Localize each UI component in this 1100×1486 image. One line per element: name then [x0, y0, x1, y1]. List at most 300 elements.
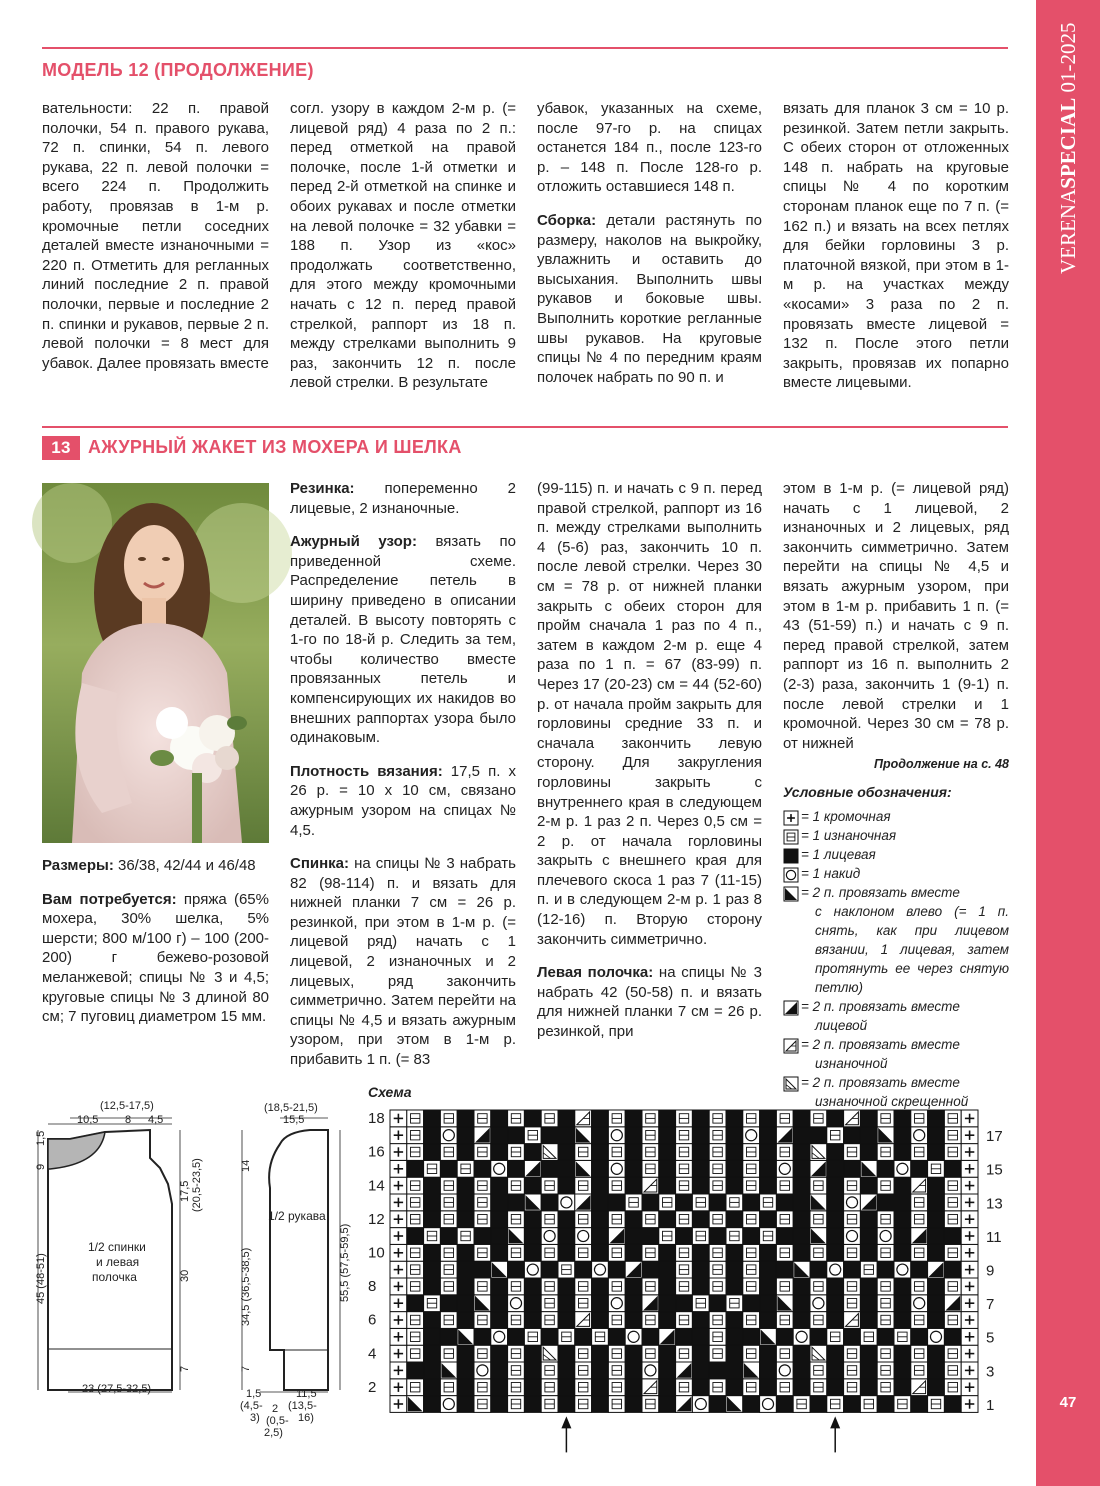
sleeve-left-b: 34,5 (36,5-38,5): [240, 1247, 252, 1326]
chart-cell: [424, 1345, 441, 1362]
chart-cell: [928, 1328, 945, 1345]
chart-cell: [709, 1362, 726, 1379]
chart-cell: [625, 1362, 642, 1379]
chart-cell: [827, 1228, 844, 1245]
chart-cell: [558, 1160, 575, 1177]
chart-row-label-right: 5: [986, 1329, 995, 1347]
chart-cell: [877, 1244, 894, 1261]
chart-cell: [911, 1110, 928, 1127]
chart-cell: [524, 1328, 541, 1345]
chart-cell: [642, 1194, 659, 1211]
chart-cell: [558, 1379, 575, 1396]
minus-cell-icon: [783, 829, 799, 845]
chart-cell: [726, 1244, 743, 1261]
chart-cell: [911, 1261, 928, 1278]
legend-item-description: с наклоном влево (= 1 п. снять, как при лицевом вязании, 1 лицевая, затем протянуть ее через снятую петлю): [815, 903, 1009, 995]
chart-cell: [877, 1345, 894, 1362]
chart-cell: [424, 1110, 441, 1127]
back-right-a: 17,5: [179, 1180, 191, 1202]
chart-cell: [608, 1345, 625, 1362]
chart-cell: [474, 1110, 491, 1127]
chart-cell: [524, 1278, 541, 1295]
chart-cell: [508, 1244, 525, 1261]
chart-cell: [608, 1127, 625, 1144]
chart-cell: [760, 1127, 777, 1144]
chart-cell: [928, 1110, 945, 1127]
chart-cell: [424, 1177, 441, 1194]
chart-cell: [709, 1127, 726, 1144]
chart-cell: [659, 1278, 676, 1295]
chart-cell: [474, 1345, 491, 1362]
chart-cell: [760, 1328, 777, 1345]
chart-cell: [726, 1194, 743, 1211]
cont-column-2: [290, 99, 516, 393]
chart-cell: [827, 1211, 844, 1228]
chart-cell: [760, 1312, 777, 1329]
chart-cell: [390, 1278, 407, 1295]
chart-cell: [508, 1177, 525, 1194]
chart-cell: [508, 1396, 525, 1413]
chart-cell: [911, 1379, 928, 1396]
chart-cell: [592, 1194, 609, 1211]
chart-cell: [558, 1261, 575, 1278]
chart-cell: [491, 1228, 508, 1245]
chart-cell: [944, 1110, 961, 1127]
chart-cell: [844, 1278, 861, 1295]
right-triangle-outline-icon: [783, 1038, 799, 1054]
chart-cell: [676, 1144, 693, 1161]
chart-cell: [810, 1160, 827, 1177]
chart-cell: [424, 1160, 441, 1177]
sleeve-top-total: (18,5-21,5): [264, 1102, 318, 1114]
chart-cell: [474, 1177, 491, 1194]
chart-cell: [625, 1312, 642, 1329]
chart-cell: [524, 1362, 541, 1379]
chart-cell: [793, 1127, 810, 1144]
chart-cell: [440, 1211, 457, 1228]
chart-cell: [894, 1261, 911, 1278]
issue-number: 01-2025: [1056, 22, 1080, 93]
chart-cell: [928, 1244, 945, 1261]
chart-cell: [575, 1278, 592, 1295]
chart-cell: [776, 1312, 793, 1329]
chart-cell: [407, 1312, 424, 1329]
chart-cell: [474, 1194, 491, 1211]
m13-column-2: [290, 479, 516, 1084]
chart-cell: [659, 1110, 676, 1127]
chart-cell: [474, 1127, 491, 1144]
chart-cell: [541, 1328, 558, 1345]
sidebar-band: [1036, 0, 1100, 1486]
chart-cell: [491, 1211, 508, 1228]
chart-cell: [760, 1228, 777, 1245]
chart-cell: [592, 1144, 609, 1161]
chart-cell: [592, 1244, 609, 1261]
chart-cell: [659, 1228, 676, 1245]
chart-cell: [491, 1345, 508, 1362]
legend-item: [783, 845, 1009, 864]
chart-cell: [676, 1312, 693, 1329]
chart-cell: [860, 1160, 877, 1177]
chart-cell: [659, 1211, 676, 1228]
chart-cell: [575, 1379, 592, 1396]
chart-cell: [726, 1278, 743, 1295]
chart-cell: [860, 1228, 877, 1245]
sleeve-outline: [269, 1130, 328, 1390]
chart-cell: [810, 1261, 827, 1278]
chart-cell: [860, 1295, 877, 1312]
chart-cell: [860, 1261, 877, 1278]
chart-cell: [944, 1362, 961, 1379]
chart-cell: [508, 1312, 525, 1329]
chart-cell: [776, 1278, 793, 1295]
chart-cell: [541, 1345, 558, 1362]
chart-cell: [743, 1396, 760, 1413]
chart-cell: [474, 1261, 491, 1278]
chart-cell: [625, 1244, 642, 1261]
chart-cell: [541, 1379, 558, 1396]
chart-cell: [793, 1160, 810, 1177]
chart-cell: [827, 1362, 844, 1379]
chart-cell: [558, 1328, 575, 1345]
chart-cell: [692, 1328, 709, 1345]
chart-cell: [608, 1177, 625, 1194]
chart-cell: [776, 1194, 793, 1211]
cont-text-4: вязать для планок 3 см = 10 р. резинкой. Затем петли закрыть. С обеих сторон от отложенных 148 п. набрать на круговые спицы № 4 по коротким сторонам планок еще по 7 п. (= 162 п.) и вязать на всех петлях для бейки горловины 3 р. платочной вязкой, при этом в 1-м р. на участках между «косами» 3 раза по 2 п. провязать вместе лицевой = 132 п. После этого петли закрыть, провязав их попарно вместе лицевыми.: [783, 100, 1009, 392]
chart-cell: [407, 1379, 424, 1396]
chart-row-label-right: 7: [986, 1296, 995, 1314]
chart-cell: [793, 1362, 810, 1379]
chart-cell: [625, 1261, 642, 1278]
chart-cell: [944, 1194, 961, 1211]
chart-cell: [860, 1127, 877, 1144]
chart-cell: [390, 1127, 407, 1144]
chart-cell: [860, 1144, 877, 1161]
chart-cell: [440, 1362, 457, 1379]
chart-cell: [390, 1244, 407, 1261]
chart-cell: [961, 1160, 978, 1177]
chart-cell: [608, 1261, 625, 1278]
chart-cell: [457, 1244, 474, 1261]
chart-cell: [860, 1110, 877, 1127]
chart-cell: [575, 1110, 592, 1127]
chart-cell: [625, 1127, 642, 1144]
chart-cell: [793, 1144, 810, 1161]
chart-cell: [743, 1362, 760, 1379]
m13-column-4: [783, 479, 1009, 1111]
chart-cell: [558, 1396, 575, 1413]
chart-cell: [776, 1345, 793, 1362]
chart-cell: [491, 1278, 508, 1295]
chart-cell: [844, 1379, 861, 1396]
chart-cell: [608, 1312, 625, 1329]
chart-cell: [592, 1228, 609, 1245]
chart-cell: [575, 1127, 592, 1144]
chart-cell: [760, 1244, 777, 1261]
chart-cell: [676, 1328, 693, 1345]
legend-item-description: изнаночной: [815, 1055, 888, 1071]
chart-cell: [659, 1379, 676, 1396]
chart-cell: [709, 1110, 726, 1127]
chart-cell: [776, 1160, 793, 1177]
chart-cell: [743, 1127, 760, 1144]
chart-cell: [894, 1396, 911, 1413]
chart-cell: [743, 1312, 760, 1329]
chart-cell: [592, 1177, 609, 1194]
schema-title: Схема: [368, 1084, 412, 1100]
chart-cell: [776, 1244, 793, 1261]
chart-cell: [440, 1312, 457, 1329]
chart-cell: [524, 1160, 541, 1177]
chart-cell: [474, 1244, 491, 1261]
chart-row-label-left: 8: [368, 1278, 377, 1296]
chart-cell: [692, 1127, 709, 1144]
chart-cell: [877, 1127, 894, 1144]
chart-cell: [558, 1362, 575, 1379]
chart-cell: [928, 1211, 945, 1228]
chart-cell: [844, 1194, 861, 1211]
sleeve-right-a: 55,5 (57,5-59,5): [339, 1223, 351, 1302]
chart-cell: [407, 1228, 424, 1245]
chart-cell: [692, 1244, 709, 1261]
chart-cell: [524, 1194, 541, 1211]
cont-text-1: вательности: 22 п. правой полочки, 54 п. правого рукава, 72 п. спинки, 54 п. левого рукава, 22 п. левой полочки = всего 224 п. Продолжить работу, провязав в 1-м р. кромочные петли соседних деталей вместе изнаночными = 220 п. Отметить для регланных линий последние 2 п. правой полочки, первые и последние 2 п. спинки и рукавов, первые 2 п. левой полочки = 8 мест для убавок. Далее провязать вместе: [42, 100, 269, 372]
chart-cell: [944, 1211, 961, 1228]
chart-cell: [776, 1211, 793, 1228]
chart-cell: [558, 1211, 575, 1228]
legend-item-label: = 1 накид: [801, 865, 861, 881]
chart-row-label-left: 4: [368, 1345, 377, 1363]
chart-cell: [961, 1379, 978, 1396]
back-label-3: полочка: [92, 1270, 137, 1284]
chart-cell: [827, 1345, 844, 1362]
chart-cell: [911, 1160, 928, 1177]
chart-cell: [961, 1127, 978, 1144]
chart-cell: [961, 1328, 978, 1345]
chart-cell: [877, 1211, 894, 1228]
chart-cell: [676, 1228, 693, 1245]
chart-cell: [676, 1278, 693, 1295]
chart-cell: [491, 1194, 508, 1211]
chart-cell: [390, 1228, 407, 1245]
chart-cell: [894, 1144, 911, 1161]
chart-cell: [440, 1110, 457, 1127]
chart-cell: [407, 1345, 424, 1362]
chart-cell: [692, 1228, 709, 1245]
legend-item: [783, 864, 1009, 883]
chart-cell: [760, 1211, 777, 1228]
chart-cell: [944, 1396, 961, 1413]
back-right-a2: (20,5-23,5): [191, 1158, 203, 1212]
chart-cell: [860, 1396, 877, 1413]
chart-cell: [642, 1362, 659, 1379]
chart-cell: [726, 1160, 743, 1177]
chart-cell: [844, 1295, 861, 1312]
chart-cell: [743, 1160, 760, 1177]
chart-cell: [776, 1295, 793, 1312]
chart-cell: [860, 1379, 877, 1396]
chart-cell: [407, 1278, 424, 1295]
section13-number: 13: [42, 436, 80, 460]
chart-cell: [928, 1362, 945, 1379]
chart-cell: [390, 1396, 407, 1413]
chart-cell: [810, 1228, 827, 1245]
chart-cell: [743, 1244, 760, 1261]
chart-cell: [726, 1312, 743, 1329]
chart-cell: [676, 1110, 693, 1127]
m13-column-3: [537, 479, 762, 1056]
chart-cell: [827, 1127, 844, 1144]
chart-cell: [877, 1110, 894, 1127]
chart-cell: [709, 1345, 726, 1362]
left-front-continued: этом в 1-м р. (= лицевой ряд) начать с 1 лицевой, 2 изнаночных и 2 лицевых, ряд закончить симметрично. Затем перейти на спицы № 4,5 и вязать ажурным узором, при этом в 1-м р. прибавить 1 п. (= 43 (51-59) п.) и начать с 9 п. перед правой стрелкой, затем раппорт из 16 п. выполнить 2 (2-3) раза, закончить 1 (9-1) п. после левой стрелки и 1 кромочной. Через 30 см = 78 р. от нижней: [783, 480, 1009, 752]
chart-cell: [928, 1278, 945, 1295]
chart-cell: [810, 1127, 827, 1144]
chart-cell: [911, 1362, 928, 1379]
chart-cell: [407, 1177, 424, 1194]
chart-cell: [642, 1127, 659, 1144]
chart-cell: [961, 1144, 978, 1161]
chart-cell: [541, 1261, 558, 1278]
chart-cell: [928, 1127, 945, 1144]
chart-cell: [844, 1261, 861, 1278]
sleeve-bottom-a: 1,5: [246, 1388, 262, 1400]
chart-cell: [860, 1244, 877, 1261]
legend-item-description: изнаночной скрещенной: [815, 1093, 969, 1109]
chart-cell: [692, 1396, 709, 1413]
chart-cell: [776, 1110, 793, 1127]
chart-cell: [440, 1396, 457, 1413]
chart-row-label-left: 10: [368, 1244, 385, 1262]
chart-cell: [625, 1278, 642, 1295]
chart-cell: [844, 1110, 861, 1127]
chart-cell: [709, 1396, 726, 1413]
chart-cell: [541, 1362, 558, 1379]
chart-cell: [457, 1160, 474, 1177]
chart-cell: [625, 1160, 642, 1177]
chart-cell: [961, 1278, 978, 1295]
chart-cell: [844, 1144, 861, 1161]
model-photo: [42, 483, 269, 843]
chart-cell: [541, 1278, 558, 1295]
chart-cell: [575, 1177, 592, 1194]
chart-row-label-right: 11: [986, 1228, 1002, 1246]
chart-cell: [793, 1295, 810, 1312]
chart-cell: [508, 1228, 525, 1245]
chart-cell: [407, 1127, 424, 1144]
sizes-paragraph: Размеры: 36/38, 42/44 и 46/48: [42, 857, 256, 874]
chart-cell: [726, 1396, 743, 1413]
chart-cell: [928, 1295, 945, 1312]
chart-cell: [575, 1396, 592, 1413]
chart-cell: [793, 1177, 810, 1194]
chart-cell: [709, 1278, 726, 1295]
chart-cell: [424, 1194, 441, 1211]
chart-cell: [676, 1211, 693, 1228]
chart-cell: [659, 1194, 676, 1211]
chart-cell: [692, 1211, 709, 1228]
chart-cell: [659, 1362, 676, 1379]
chart-cell: [793, 1211, 810, 1228]
chart-cell: [692, 1295, 709, 1312]
chart-cell: [592, 1312, 609, 1329]
chart-cell: [726, 1261, 743, 1278]
chart-cell: [575, 1228, 592, 1245]
chart-cell: [743, 1177, 760, 1194]
chart-cell: [457, 1379, 474, 1396]
chart-cell: [457, 1194, 474, 1211]
chart-cell: [592, 1345, 609, 1362]
chart-cell: [575, 1345, 592, 1362]
chart-cell: [642, 1110, 659, 1127]
legend-item: [783, 1073, 1009, 1092]
sleeve-top-a: 15,5: [283, 1114, 305, 1126]
chart-cell: [440, 1244, 457, 1261]
chart-cell: [894, 1177, 911, 1194]
chart-cell: [844, 1362, 861, 1379]
chart-cell: [676, 1362, 693, 1379]
chart-cell: [642, 1261, 659, 1278]
chart-cell: [726, 1228, 743, 1245]
legend-item-label: = 2 п. провязать вместе: [801, 1074, 960, 1090]
chart-cell: [944, 1261, 961, 1278]
chart-cell: [877, 1177, 894, 1194]
chart-cell: [692, 1261, 709, 1278]
left-triangle-cell-icon: [783, 886, 799, 902]
chart-cell: [676, 1396, 693, 1413]
chart-cell: [827, 1379, 844, 1396]
chart-cell: [911, 1244, 928, 1261]
chart-cell: [776, 1396, 793, 1413]
chart-cell: [474, 1396, 491, 1413]
chart-cell: [810, 1345, 827, 1362]
chart-cell: [894, 1211, 911, 1228]
chart-cell: [676, 1295, 693, 1312]
chart-cell: [390, 1261, 407, 1278]
chart-cell: [508, 1345, 525, 1362]
chart-cell: [407, 1295, 424, 1312]
sleeve-left-c: 7: [240, 1365, 252, 1372]
chart-cell: [760, 1362, 777, 1379]
chart-cell: [524, 1396, 541, 1413]
chart-cell: [877, 1312, 894, 1329]
chart-cell: [860, 1177, 877, 1194]
chart-cell: [440, 1144, 457, 1161]
chart-cell: [625, 1228, 642, 1245]
chart-cell: [760, 1379, 777, 1396]
section12-rule: [42, 47, 1008, 49]
chart-cell: [558, 1228, 575, 1245]
chart-cell: [608, 1362, 625, 1379]
chart-cell: [575, 1261, 592, 1278]
chart-cell: [390, 1160, 407, 1177]
chart-cell: [474, 1278, 491, 1295]
chart-cell: [558, 1110, 575, 1127]
chart-cell: [508, 1211, 525, 1228]
chart-cell: [760, 1261, 777, 1278]
chart-cell: [541, 1211, 558, 1228]
back-bottom: 23 (27,5-32,5): [82, 1383, 152, 1395]
chart-cell: [911, 1328, 928, 1345]
chart-cell: [709, 1328, 726, 1345]
chart-cell: [860, 1194, 877, 1211]
chart-cell: [911, 1228, 928, 1245]
chart-cell: [911, 1278, 928, 1295]
chart-grid: [390, 1110, 978, 1412]
chart-cell: [642, 1278, 659, 1295]
chart-cell: [457, 1110, 474, 1127]
chart-cell: [793, 1345, 810, 1362]
